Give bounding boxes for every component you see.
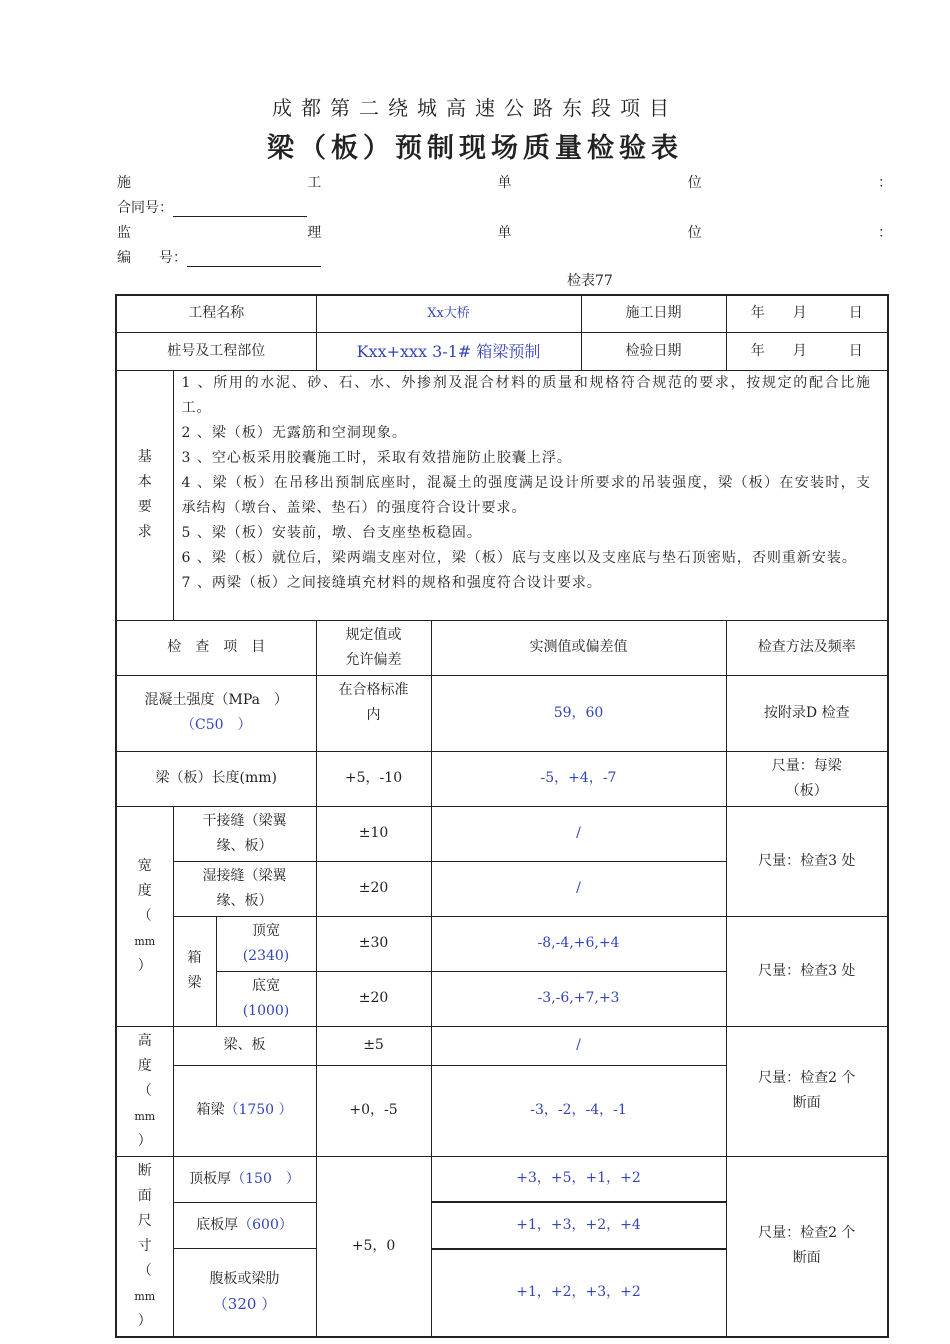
width-bottom-label [216,971,316,1026]
concrete-spec-line: 在合格标准 [338,681,409,698]
label-char: 位 [687,175,702,191]
height-beam-spec: ±5 [316,1026,431,1065]
width-wet-line: 缘、板） [216,892,273,909]
width-top-label [216,916,316,971]
width-method-a: 尺量：检查3 处 [726,806,888,916]
col-item-header: 检 查 项 目 [116,620,316,675]
section-bottom-measured: +1，+3，+2，+4 [431,1202,726,1248]
label-char: 基 [137,449,152,465]
section-bottom-label-text: 底板厚 [196,1217,239,1234]
contract-no-label: 合同号： [117,200,173,216]
label-char: ） [137,1132,152,1149]
requirements-list [173,370,888,620]
station-label: 桩号及工程部位 [116,332,316,370]
station-row [116,332,888,370]
section-method-line: 断面 [792,1250,821,1266]
build-date-value: 年 月 日 [726,295,888,332]
concrete-label-text: 混凝土强度（MPa ） [144,692,288,708]
section-web-label [173,1249,316,1337]
label-char: 单 [497,175,512,191]
width-dry-spec: ±10 [316,806,431,861]
requirement-item: 6 、梁（板）就位后，梁两端支座对位，梁（板）底与支座以及支座底与垫石顶密贴，否则重新安装。 [181,549,857,566]
section-top-row [116,1156,888,1202]
contract-no-line [117,197,307,217]
width-bottom-value: (1000) [242,1002,290,1019]
serial-no-line [117,247,321,267]
concrete-spec [316,675,431,751]
width-top-spec: ±30 [316,916,431,971]
label-char: 高 [137,1032,152,1049]
concrete-method: 按附录D 检查 [726,675,888,751]
label-char: ） [137,1312,152,1329]
width-wet-spec: ±20 [316,861,431,916]
requirement-item: 3 、空心板采用胶囊施工时，采取有效措施防止胶囊上浮。 [181,449,572,466]
label-char: 单 [497,225,512,241]
section-top-label-text: 顶板厚 [189,1170,232,1187]
width-dry-row [116,806,888,861]
label-char: 理 [307,225,322,241]
width-bottom-label-text: 底宽 [252,977,280,994]
form-code: 检表77 [567,273,613,289]
section-method [726,1156,888,1337]
label-char: ： [878,225,892,241]
project-name-label: 工程名称 [116,295,316,332]
label-char: 监 [117,225,131,241]
label-char: 本 [137,474,152,490]
height-box-measured: -3，-2，-4，-1 [431,1065,726,1156]
label-char: 度 [137,1057,152,1074]
label-char: mm [134,934,156,948]
label-char: （ [137,1082,152,1099]
width-top-measured: -8,-4,+6,+4 [431,916,726,971]
label-char: 工 [307,175,322,191]
label-char: 宽 [137,857,152,874]
concrete-row [116,675,888,751]
inspect-date-label: 检验日期 [581,332,726,370]
requirement-item: 5 、梁（板）安装前，墩、台支座垫板稳固。 [181,524,482,541]
label-char: 寸 [137,1237,152,1254]
section-top-value: （150 ） [231,1170,300,1187]
width-dry-line: 缘、板） [216,837,273,854]
col-spec-header [316,620,431,675]
label-char: 位 [687,225,702,241]
contractor-line [117,172,892,192]
requirement-item: 2 、梁（板）无露筋和空洞现象。 [181,424,407,441]
contract-no-field[interactable] [173,202,307,217]
requirement-item: 1 、所用的水泥、砂、石、水、外掺剂及混合材料的质量和规格符合规范的要求，按规定的配合比施工。 [181,374,872,416]
requirement-item: 4 、梁（板）在吊移出预制底座时，混凝土的强度满足设计所要求的吊装强度，梁（板）在安装时，支承结构（墩台、盖梁、垫石）的强度符合设计要求。 [181,474,872,516]
length-measured: -5，+4，-7 [431,751,726,806]
height-method-line: 尺量：检查2 个 [758,1070,856,1086]
label-char: 求 [137,524,152,540]
label-char: 面 [137,1187,152,1204]
box-beam-label [173,916,216,1026]
concrete-measured: 59，60 [431,675,726,751]
height-beam-row [116,1026,888,1065]
section-group-label [116,1156,173,1337]
concrete-grade: （C50 ） [180,717,252,733]
col-measured-header: 实测值或偏差值 [431,620,726,675]
col-spec-line: 规定值或 [345,626,402,643]
form-title: 梁（板）预制现场质量检验表 [267,133,683,164]
label-char: 施 [117,175,131,191]
supervisor-line [117,222,892,242]
label-char: mm [134,1109,156,1123]
inspect-date-value: 年 月 日 [726,332,888,370]
project-name-value: Xx大桥 [316,295,581,332]
label-char: ） [137,957,152,974]
width-top-label-text: 顶宽 [252,922,280,939]
width-top-row [116,916,888,971]
section-top-measured: +3，+5，+1，+2 [431,1156,726,1202]
height-beam-measured: / [431,1026,726,1065]
length-method [726,751,888,806]
label-char: mm [134,1289,156,1303]
label-char: （ [137,1262,152,1279]
width-group-label [116,806,173,1026]
width-top-value: (2340) [242,947,290,964]
length-row [116,751,888,806]
height-beam-label: 梁、板 [173,1026,316,1065]
label-char: ： [878,175,892,191]
label-char: 梁 [187,975,202,991]
width-bottom-spec: ±20 [316,971,431,1026]
length-method-line: （板） [785,782,828,799]
height-group-label [116,1026,173,1156]
requirements-label [116,370,173,620]
width-wet-line: 湿接缝（梁翼 [202,867,287,884]
label-char: 箱 [187,950,202,966]
section-bottom-label [173,1202,316,1248]
col-method-header: 检查方法及频率 [726,620,888,675]
height-box-label-text: 箱梁 [196,1102,225,1119]
length-spec: +5，-10 [316,751,431,806]
inspection-table [115,294,889,1338]
label-char: 度 [137,882,152,899]
length-method-line: 尺量：每梁 [771,757,842,774]
concrete-spec-line: 内 [366,706,381,723]
concrete-label [116,675,316,751]
height-method-line: 断面 [792,1095,821,1111]
project-row [116,295,888,332]
width-wet-label [173,861,316,916]
requirements-row [116,370,888,620]
width-method-b: 尺量：检查3 处 [726,916,888,1026]
width-dry-line: 干接缝（梁翼 [202,812,287,829]
label-char: （ [137,907,152,924]
height-box-spec: +0，-5 [316,1065,431,1156]
section-method-line: 尺量：检查2 个 [758,1225,856,1241]
serial-no-label: 编 号： [117,250,187,266]
section-web-label-text: 腹板或梁肋 [209,1271,280,1288]
label-char: 要 [137,499,152,515]
column-header-row [116,620,888,675]
section-top-label [173,1156,316,1202]
serial-no-field[interactable] [187,252,321,267]
requirement-item: 7 、两梁（板）之间接缝填充材料的规格和强度符合设计要求。 [181,574,602,591]
col-spec-line: 允许偏差 [345,651,402,668]
section-bottom-value: （600） [238,1217,293,1234]
label-char: 尺 [137,1212,152,1229]
section-web-measured: +1，+2，+3，+2 [431,1249,726,1337]
section-spec: +5，0 [316,1156,431,1337]
project-name: 成都第二绕城高速公路东段项目 [272,96,678,120]
height-box-value: （1750 ） [224,1102,293,1119]
width-dry-measured: / [431,806,726,861]
width-dry-label [173,806,316,861]
width-wet-measured: / [431,861,726,916]
length-label: 梁（板）长度(mm) [116,751,316,806]
width-bottom-measured: -3,-6,+7,+3 [431,971,726,1026]
station-value: Kxx+xxx 3-1# 箱梁预制 [316,332,581,370]
height-box-label [173,1065,316,1156]
build-date-label: 施工日期 [581,295,726,332]
label-char: 断 [137,1162,152,1179]
section-web-value: （320 ） [212,1295,277,1314]
height-method [726,1026,888,1156]
